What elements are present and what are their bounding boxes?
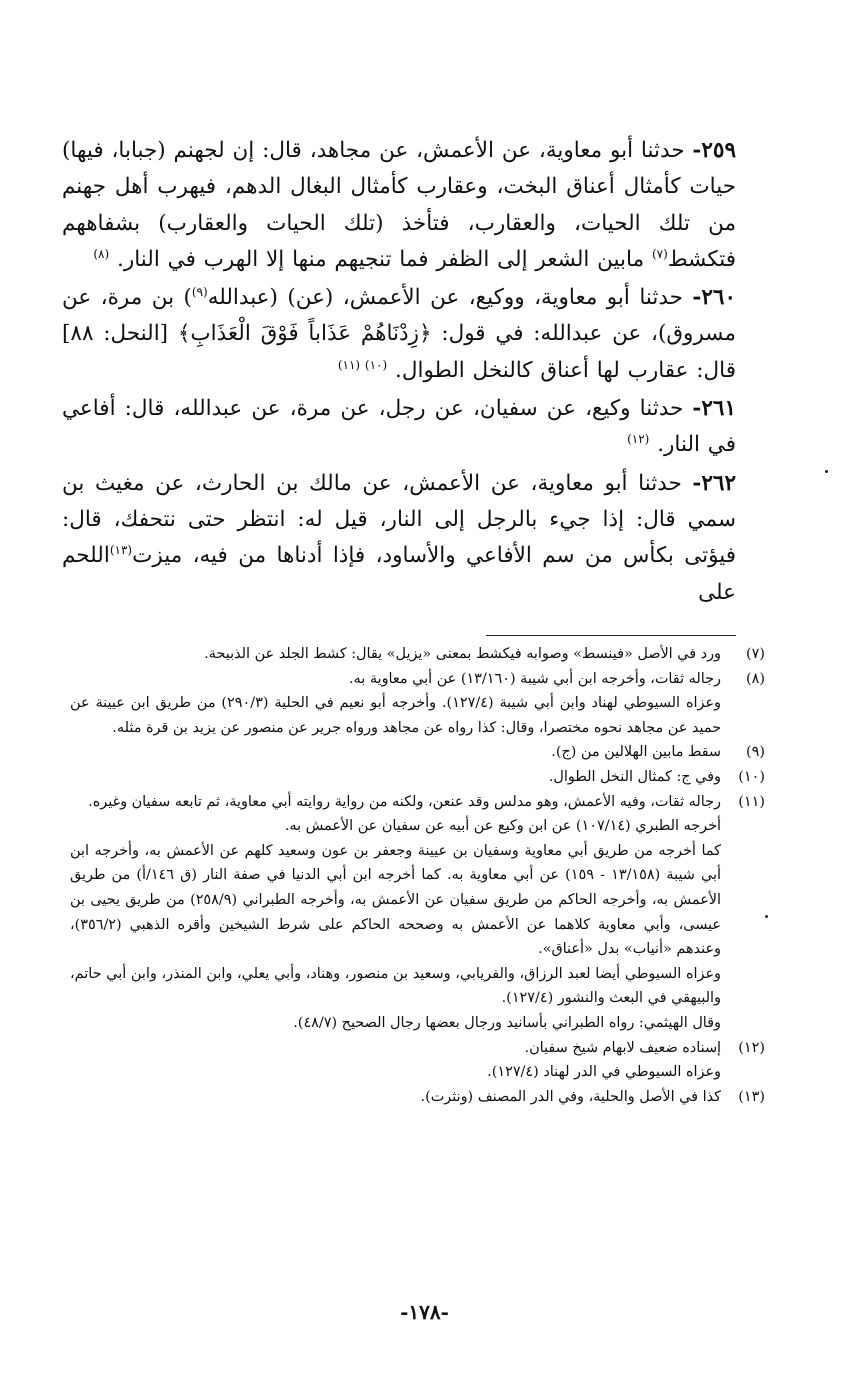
- footnote-number: [721, 962, 765, 1011]
- footnote-number: (١٠): [738, 768, 765, 785]
- paragraph-text: حدثنا وكيع، عن سفيان، عن رجل، عن مرة، عن عبدالله، قال: أفاعي في النار.: [62, 396, 736, 458]
- footnote-number: (٧): [746, 646, 765, 662]
- footnote-marker: (٨): [93, 246, 110, 261]
- footnote-number: (١٣): [738, 1088, 765, 1105]
- footnote-text: أخرجه الطبري (١٠٧/١٤) عن ابن وكيع عن أبيه عن سفيان عن الأعمش به.: [284, 818, 721, 835]
- paragraph-262: [62, 466, 736, 611]
- footnote-number: (١٢): [738, 1039, 765, 1056]
- footnote-text: إسناده ضعيف لابهام شيخ سفيان.: [524, 1039, 721, 1056]
- footnote-number: [721, 814, 765, 839]
- footnote-number: [721, 691, 765, 740]
- paragraph-number: ٢٦٢-: [692, 470, 736, 496]
- footnote-text: رجاله ثقات، وأخرجه ابن أبي شيبة (١٣/١٦٠) عن أبي معاوية به.: [348, 670, 721, 687]
- footnote-number: [721, 1060, 765, 1085]
- footnotes: [70, 642, 765, 1109]
- footnote-marker: (١٢): [627, 432, 650, 447]
- footnote-separator: [486, 635, 736, 636]
- footnote-marker: (٩): [191, 285, 208, 300]
- main-text: [62, 133, 736, 611]
- footnote-number: [721, 839, 765, 962]
- paragraph-number: ٢٥٩-: [692, 138, 736, 163]
- footnote: [70, 1085, 765, 1110]
- footnote: [70, 667, 765, 692]
- footnote-marker: (١٣): [109, 543, 133, 558]
- footnote: [70, 765, 765, 790]
- footnote-continuation: [70, 814, 765, 839]
- paragraph-text: حدثنا أبو معاوية، عن الأعمش، عن مالك بن الحارث، عن مغيث بن سمي قال: إذا جيء بالرجل إلى النار، قيل له: انتظر حتى نتحفك، قال: فيؤتى بكأس من سم الأفاعي والأساود، فإذا أدناها من فيه، ميزت: [62, 470, 736, 569]
- footnote-marker: (١٠) (١١): [337, 357, 388, 372]
- footnote-text: سقط مابين الهلالين من (ج).: [551, 744, 721, 761]
- paragraph-260: [62, 280, 736, 389]
- paragraph-text: حدثنا أبو معاوية، ووكيع، عن الأعمش، (عن) (عبدالله: [207, 285, 693, 311]
- footnote: [70, 642, 765, 667]
- scan-speck: [765, 915, 768, 918]
- footnote-text: كما أخرجه من طريق أبي معاوية وسفيان بن عيينة وجعفر بن عون وسعيد كلهم عن الأعمش به، وأخرجه ابن أبي شيبة (١٣/١٥٨ - ١٥٩) عن أبي معاوية به. كما أخرجه ابن أبي الدنيا في صفة النار (ق ١٤٦/أ) من طريق الأعمش به، وأخرجه الحاكم من طريق سفيان عن الأعمش به، وأخرجه الطبراني (٢٥٨/٩) من طريق يحيى بن عيسى، وأبي معاوية كلاهما عن الأعمش به وصححه الحاكم على شرط الشيخين وأقره الذهبي (٣٥٦/٢)، وعندهم «أنياب» بدل «أعناق».: [70, 842, 721, 958]
- footnote-number: (١١): [738, 793, 765, 810]
- paragraph-number: ٢٦١-: [692, 396, 736, 422]
- paragraph-text: مابين الشعر إلى الظفر فما تنجيهم منها إلا الهرب في النار.: [117, 246, 652, 272]
- footnote: [70, 790, 765, 815]
- paragraph-261: [62, 391, 736, 464]
- footnote: [70, 1036, 765, 1061]
- footnote-text: وعزاه السيوطي أيضا لعبد الرزاق، والفريابي، وسعيد بن منصور، وهناد، وأبي يعلي، وابن المنذر، وابن أبي حاتم، والبيهقي في البعث والنشور (١٢٧/٤).: [70, 965, 721, 1007]
- scan-speck: [825, 470, 828, 473]
- paragraph-text: اللحم على: [62, 543, 736, 605]
- footnote-continuation: [70, 839, 765, 962]
- footnote-number: (٨): [746, 670, 765, 687]
- paragraph-259: [62, 133, 736, 278]
- footnote-text: وقال الهيثمي: رواه الطبراني بأسانيد ورجال بعضها رجال الصحيح (٤٨/٧).: [293, 1014, 721, 1031]
- footnote-text: وعزاه السيوطي لهناد وابن أبي شيبة (١٢٧/٤). وأخرجه أبو نعيم في الحلية (٢٩٠/٣) من طريق ابن عيينة عن حميد عن مجاهد نحوه مختصرا، وقال: كذا رواه عن مجاهد ورواه جرير عن منصور عن يزيد بن قرة مثله.: [70, 695, 721, 736]
- footnote-marker: (٧): [651, 246, 668, 261]
- paragraph-text: ) بن مرة، عن مسروق)، عن عبدالله: في قول: ﴿زِدْنَاهُمْ عَذَاباً فَوْقَ الْعَذَابِ﴾ [النحل: ٨٨] قال: عقارب لها أعناق كالنخل الطوال.: [62, 285, 736, 383]
- footnote-text: وفي ج: كمثال النخل الطوال.: [548, 768, 721, 785]
- footnote: [70, 740, 765, 765]
- footnote-continuation: [70, 962, 765, 1011]
- paragraph-number: ٢٦٠-: [692, 285, 736, 311]
- footnote-continuation: [70, 1011, 765, 1036]
- footnote-text: ورد في الأصل «فينسط» وصوابه فيكشط بمعنى «يزيل» يقال: كشط الجلد عن الذبيحة.: [204, 646, 721, 662]
- footnote-continuation: [70, 691, 765, 740]
- footnote-text: رجاله ثقات، وفيه الأعمش، وهو مدلس وقد عنعن، ولكنه من رواية روايته أبي معاوية، ثم تابعه سفيان وغيره.: [88, 793, 721, 810]
- paragraph-text: حدثنا أبو معاوية، عن الأعمش، عن مجاهد، قال: إن لجهنم (جبابا، فيها) حيات كأمثال أعناق البخت، وعقارب كأمثال البغال الدهم، فيهرب أهل جهنم من تلك الحيات، والعقارب، فتأخذ (تلك الحيات والعقارب) بشفاههم فتكشط: [62, 138, 736, 272]
- footnote-text: وعزاه السيوطي في الدر لهناد (١٢٧/٤).: [487, 1064, 721, 1081]
- page-number: -١٧٨-: [400, 1300, 449, 1324]
- footnote-continuation: [70, 1060, 765, 1085]
- footnote-number: [721, 1011, 765, 1036]
- footnote-text: كذا في الأصل والحلية، وفي الدر المصنف (ونثرت).: [420, 1088, 721, 1105]
- footnote-number: (٩): [746, 744, 765, 761]
